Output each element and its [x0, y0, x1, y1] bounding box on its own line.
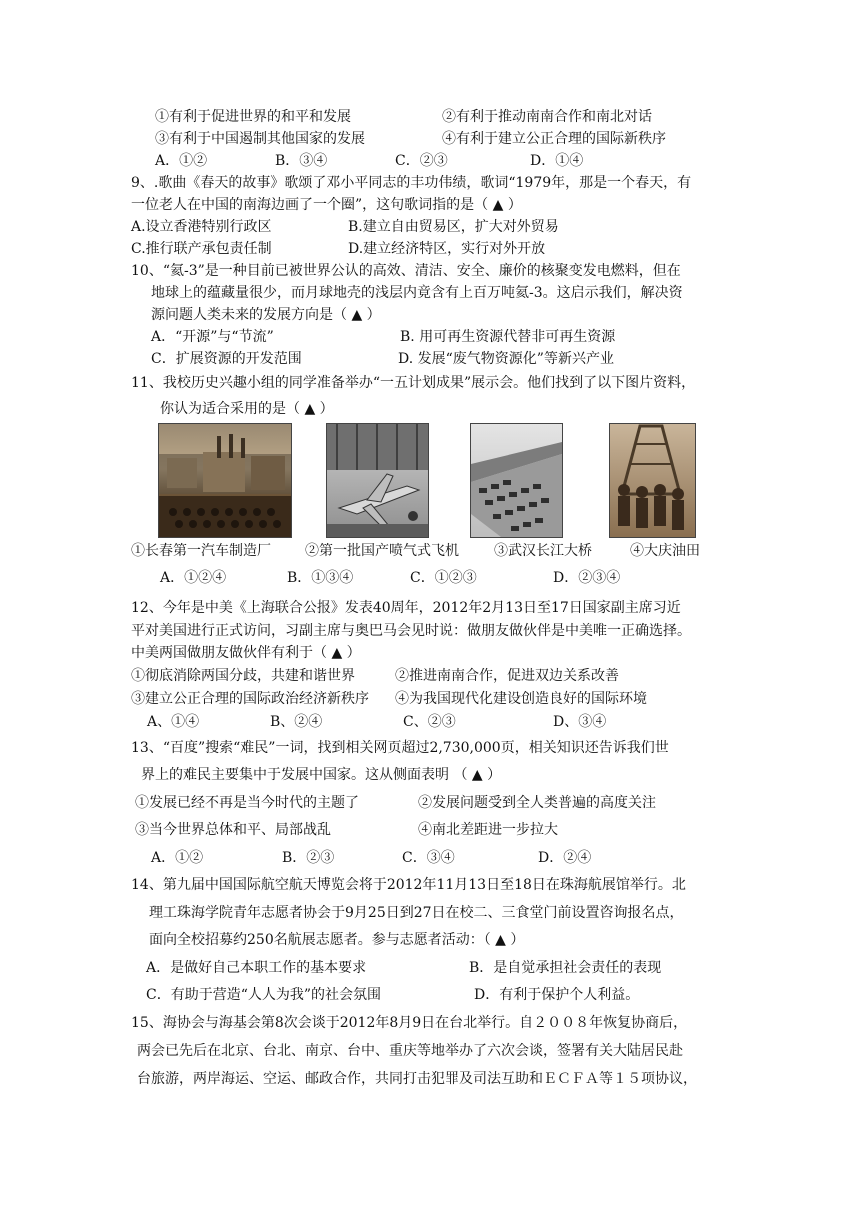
q13-choice-b: B．②③: [282, 850, 335, 866]
q13-option-1: ①发展已经不再是当今时代的主题了: [135, 795, 359, 811]
q8-option-3: ③有利于中国遏制其他国家的发展: [155, 131, 365, 147]
photo-jet-aircraft: [326, 423, 429, 538]
q13-choice-a: A．①②: [151, 850, 204, 866]
q9-stem-line1: 9、.歌曲《春天的故事》歌颂了邓小平同志的丰功伟绩，歌词“1979年，那是一个春天，有: [131, 175, 692, 191]
q11-caption-2: ②第一批国产喷气式飞机: [305, 543, 459, 559]
q14-choice-c: C．有助于营造“人人为我”的社会氛围: [146, 987, 382, 1003]
q9-choice-c: C.推行联产承包责任制: [131, 241, 272, 257]
q15-stem-line3: 台旅游，两岸海运、空运、邮政合作，共同打击犯罪及司法互助和ＥＣＦＡ等１５项协议，: [137, 1071, 697, 1087]
q9-choice-b: B.建立自由贸易区，扩大对外贸易: [348, 219, 559, 235]
q10-stem-line3: 源问题人类未来的发展方向是（ ▲ ）: [151, 307, 381, 323]
q13-stem-line1: 13、“百度”搜索“难民”一词，找到相关网页超过2,730,000页，相关知识还告诉我们世: [131, 740, 669, 756]
q11-choice-a: A．①②④: [160, 570, 227, 586]
q12-stem-line3: 中美两国做朋友做伙伴有利于（ ▲ ）: [131, 645, 361, 661]
q10-choice-a: A．“开源”与“节流”: [151, 329, 274, 345]
q9-choice-d: D.建立经济特区，实行对外开放: [348, 241, 546, 257]
q10-stem-line2: 地球上的蕴藏量很少，而月球地壳的浅层内竟含有上百万吨氦-3。这启示我们，解决资: [151, 285, 683, 301]
q14-stem-line3: 面向全校招募约250名航展志愿者。参与志愿者活动：（ ▲ ）: [149, 932, 525, 948]
q13-stem-line2: 界上的难民主要集中于发展中国家。这从侧面表明 （ ▲ ）: [141, 767, 502, 783]
bridge-illustration: [471, 424, 562, 537]
q10-choice-d: D. 发展“废气物资源化”等新兴产业: [398, 351, 614, 367]
q12-option-1: ①彻底消除两国分歧，共建和谐世界: [131, 668, 355, 684]
q11-choice-d: D．②③④: [553, 570, 621, 586]
q8-choice-d: D．①④: [530, 153, 584, 169]
q11-caption-4: ④大庆油田: [630, 543, 700, 559]
q15-stem-line1: 15、海协会与海基会第8次会谈于2012年8月9日在台北举行。自２００８年恢复协商后，: [131, 1015, 688, 1031]
q14-stem-line2: 理工珠海学院青年志愿者协会于9月25日到27日在校二、三食堂门前设置咨询报名点，: [149, 905, 684, 921]
q12-choice-a: A、①④: [147, 714, 200, 730]
photo-changchun-auto-plant: [158, 423, 292, 538]
q14-choice-d: D．有利于保护个人利益。: [474, 987, 640, 1003]
photo-wuhan-bridge: [470, 423, 563, 538]
q8-option-1: ①有利于促进世界的和平和发展: [155, 109, 351, 125]
q14-choice-a: A．是做好自己本职工作的基本要求: [146, 960, 367, 976]
q8-choice-c: C．②③: [395, 153, 448, 169]
q11-caption-1: ①长春第一汽车制造厂: [131, 543, 271, 559]
q11-stem-line2: 你认为适合采用的是（ ▲ ）: [160, 401, 334, 417]
photo-daqing-oilfield: [609, 423, 696, 538]
q13-option-3: ③当今世界总体和平、局部战乱: [135, 822, 331, 838]
q14-stem-line1: 14、第九届中国国际航空航天博览会将于2012年11月13日至18日在珠海航展馆举行。北: [131, 877, 686, 893]
q13-choice-c: C．③④: [402, 850, 455, 866]
q12-choice-b: B、②④: [270, 714, 323, 730]
q12-choice-d: D、③④: [553, 714, 607, 730]
q13-option-4: ④南北差距进一步拉大: [418, 822, 558, 838]
q13-option-2: ②发展问题受到全人类普遍的高度关注: [418, 795, 656, 811]
q8-choice-b: B．③④: [275, 153, 328, 169]
q10-choice-b: B. 用可再生资源代替非可再生资源: [400, 329, 616, 345]
q8-option-4: ④有利于建立公正合理的国际新秩序: [442, 131, 666, 147]
jet-illustration: [327, 424, 428, 537]
q9-choice-a: A.设立香港特别行政区: [131, 219, 272, 235]
q12-option-4: ④为我国现代化建设创造良好的国际环境: [395, 691, 647, 707]
q12-stem-line1: 12、今年是中美《上海联合公报》发表40周年，2012年2月13日至17日国家副主席习近: [131, 600, 681, 616]
q9-stem-line2: 一位老人在中国的南海边画了一个圈”，这句歌词指的是（ ▲ ）: [131, 197, 522, 213]
q10-choice-c: C．扩展资源的开发范围: [151, 351, 302, 367]
q13-choice-d: D．②④: [538, 850, 592, 866]
q11-choice-b: B．①③④: [287, 570, 354, 586]
oilfield-illustration: [610, 424, 695, 537]
q11-choice-c: C．①②③: [410, 570, 477, 586]
q8-option-2: ②有利于推动南南合作和南北对话: [442, 109, 652, 125]
q8-choice-a: A．①②: [155, 153, 208, 169]
q14-choice-b: B．是自觉承担社会责任的表现: [469, 960, 662, 976]
q12-option-3: ③建立公正合理的国际政治经济新秩序: [131, 691, 369, 707]
q12-choice-c: C、②③: [403, 714, 456, 730]
factory-illustration: [159, 424, 291, 537]
q11-stem-line1: 11、我校历史兴趣小组的同学准备举办“一五计划成果”展示会。他们找到了以下图片资料，: [131, 375, 696, 391]
q12-option-2: ②推进南南合作，促进双边关系改善: [395, 668, 619, 684]
q10-stem-line1: 10、“氦-3”是一种目前已被世界公认的高效、清洁、安全、廉价的核聚变发电燃料，但在: [131, 263, 681, 279]
q11-caption-3: ③武汉长江大桥: [494, 543, 592, 559]
q15-stem-line2: 两会已先后在北京、台北、南京、台中、重庆等地举办了六次会谈，签署有关大陆居民赴: [137, 1043, 683, 1059]
q12-stem-line2: 平对美国进行正式访问，习副主席与奥巴马会见时说：做朋友做伙伴是中美唯一正确选择。: [131, 623, 691, 639]
